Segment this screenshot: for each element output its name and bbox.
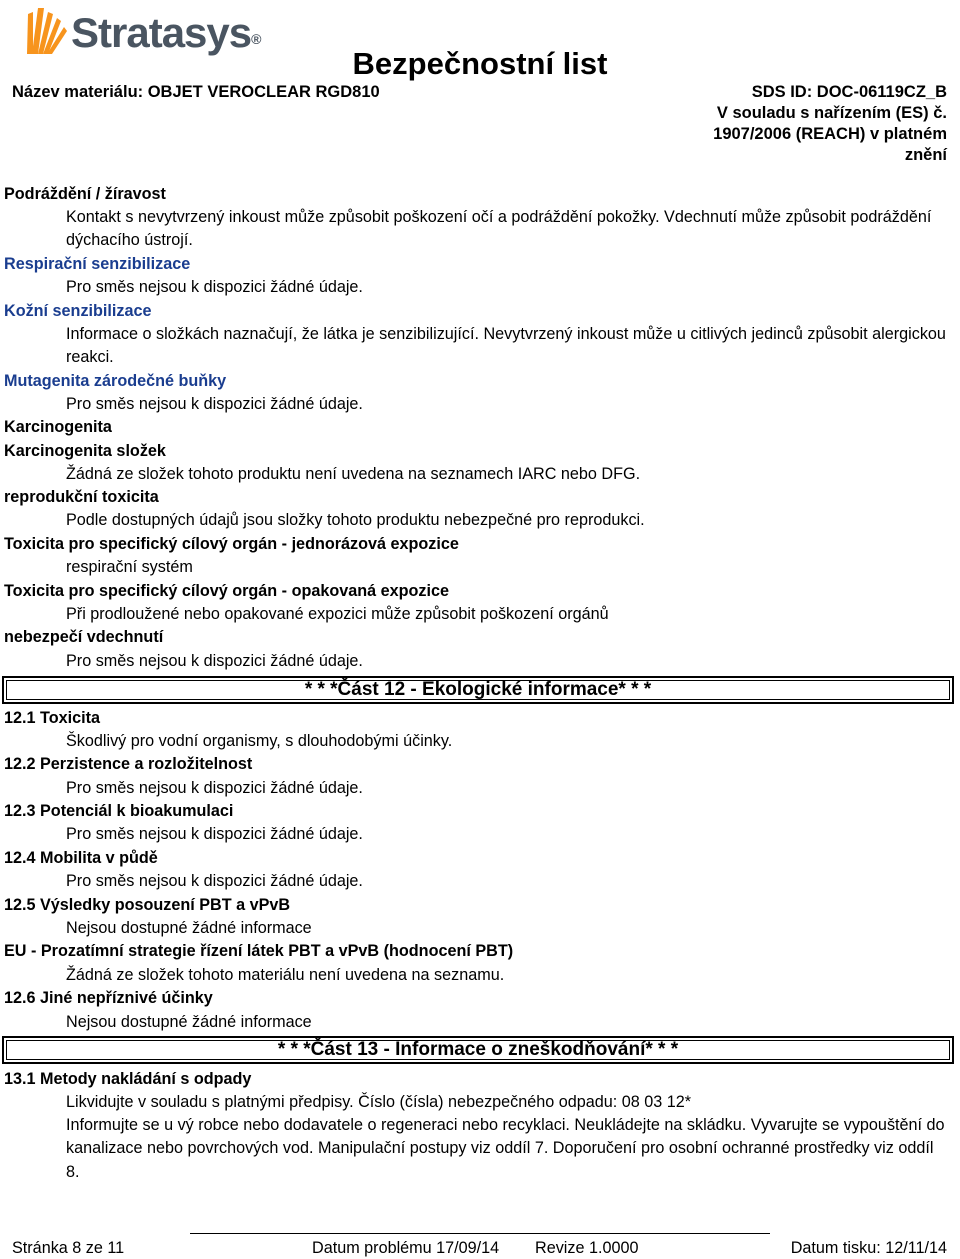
heading-skin-sensitization: Kožní senzibilizace [4,302,152,320]
text-stot-single: respirační systém [66,558,193,576]
sds-id: SDS ID: DOC-06119CZ_B [751,83,947,101]
text-12-5-pbt: Nejsou dostupné žádné informace [66,919,312,937]
text-irritation: Kontakt s nevytvrzený inkoust může způsobit poškození očí a podráždění pokožky. Vdechnutí může způsobit podráždění dýchacího ústrojí. [66,208,932,250]
material-name: Název materiálu: OBJET VEROCLEAR RGD810 [12,83,380,101]
section-13-banner [2,1036,954,1064]
text-respiratory-sensitization: Pro směs nejsou k dispozici žádné údaje. [66,278,363,296]
heading-13-1-waste-methods: 13.1 Metody nakládání s odpady [4,1070,252,1088]
text-13-1-recycling: Informujte se u vý robce nebo dodavatele o regeneraci nebo recyklaci. Neukládejte na skládku. Vyvarujte se vypouštění do kanalizace nebo povrchových vod. Manipulační postupy viz oddíl 7. Doporučení pro osobní ochranné prostředky viz oddíl 8. [66,1116,945,1181]
heading-12-5-pbt: 12.5 Výsledky posouzení PBT a vPvB [4,896,291,914]
heading-respiratory-sensitization: Respirační senzibilizace [4,255,191,273]
heading-reproductive-toxicity: reprodukční toxicita [4,488,159,506]
text-stot-repeated: Při prodloužené nebo opakované expozici může způsobit poškození orgánů [66,605,609,623]
heading-eu-pbt-strategy: EU - Prozatímní strategie řízení látek PBT a vPvB (hodnocení PBT) [4,942,514,960]
logo-wordmark: Stratasys® [71,9,262,56]
heading-12-6-other-effects: 12.6 Jiné nepříznivé účinky [4,989,213,1007]
heading-irritation: Podráždění / žíravost [4,185,166,203]
header-right-block [697,82,947,166]
heading-12-2-persistence: 12.2 Perzistence a rozložitelnost [4,755,253,773]
section-12-title: * * *Část 12 - Ekologické informace* * * [304,679,652,700]
text-skin-sensitization: Informace o složkách naznačují, že látka je senzibilizující. Nevytvrzený inkoust může u citlivých jedinců způsobit alergickou reakci. [66,325,946,367]
text-13-1-disposal: Likvidujte v souladu s platnými předpisy. Číslo (čísla) nebezpečného odpadu: 08 03 12* [66,1093,692,1111]
document-title: Bezpečnostní list [352,46,608,81]
heading-carcinogenicity: Karcinogenita [4,418,112,436]
text-12-3-bioaccumulation: Pro směs nejsou k dispozici žádné údaje. [66,825,363,843]
text-component-carcinogenicity: Žádná ze složek tohoto produktu není uvedena na seznamech IARC nebo DFG. [66,465,641,483]
heading-12-1-toxicity: 12.1 Toxicita [4,709,100,727]
heading-12-3-bioaccumulation: 12.3 Potenciál k bioakumulaci [4,802,234,820]
text-eu-pbt-strategy: Žádná ze složek tohoto materiálu není uvedena na seznamu. [66,966,505,984]
footer-page-number: Stránka 8 ze 11 [12,1239,125,1257]
text-12-6-other-effects: Nejsou dostupné žádné informace [66,1013,312,1031]
heading-component-carcinogenicity: Karcinogenita složek [4,442,166,460]
text-reproductive-toxicity: Podle dostupných údajů jsou složky tohoto produktu nebezpečné pro reprodukci. [66,511,645,529]
text-germ-cell-mutagenicity: Pro směs nejsou k dispozici žádné údaje. [66,395,363,413]
text-12-2-persistence: Pro směs nejsou k dispozici žádné údaje. [66,779,363,797]
footer-print-date: Datum tisku: 12/11/14 [790,1239,947,1257]
heading-aspiration-hazard: nebezpečí vdechnutí [4,628,164,646]
section-13-title: * * *Část 13 - Informace o zneškodňování* * * [277,1039,679,1060]
heading-stot-single: Toxicita pro specifický cílový orgán - jednorázová expozice [4,535,459,553]
footer-issue-date: Datum problému 17/09/14 [312,1239,500,1257]
heading-12-4-mobility: 12.4 Mobilita v půdě [4,849,158,867]
section-12-banner [2,676,954,704]
text-aspiration-hazard: Pro směs nejsou k dispozici žádné údaje. [66,652,363,670]
regulation-note: V souladu s nařízením (ES) č. 1907/2006 (REACH) v platném znění [713,104,947,164]
footer-revision: Revize 1.0000 [535,1239,639,1257]
text-12-1-toxicity: Škodlivý pro vodní organismy, s dlouhodobými účinky. [66,732,453,750]
text-12-4-mobility: Pro směs nejsou k dispozici žádné údaje. [66,872,363,890]
heading-germ-cell-mutagenicity: Mutagenita zárodečné buňky [4,372,227,390]
footer-rule [190,1233,770,1234]
heading-stot-repeated: Toxicita pro specifický cílový orgán - opakovaná expozice [4,582,450,600]
